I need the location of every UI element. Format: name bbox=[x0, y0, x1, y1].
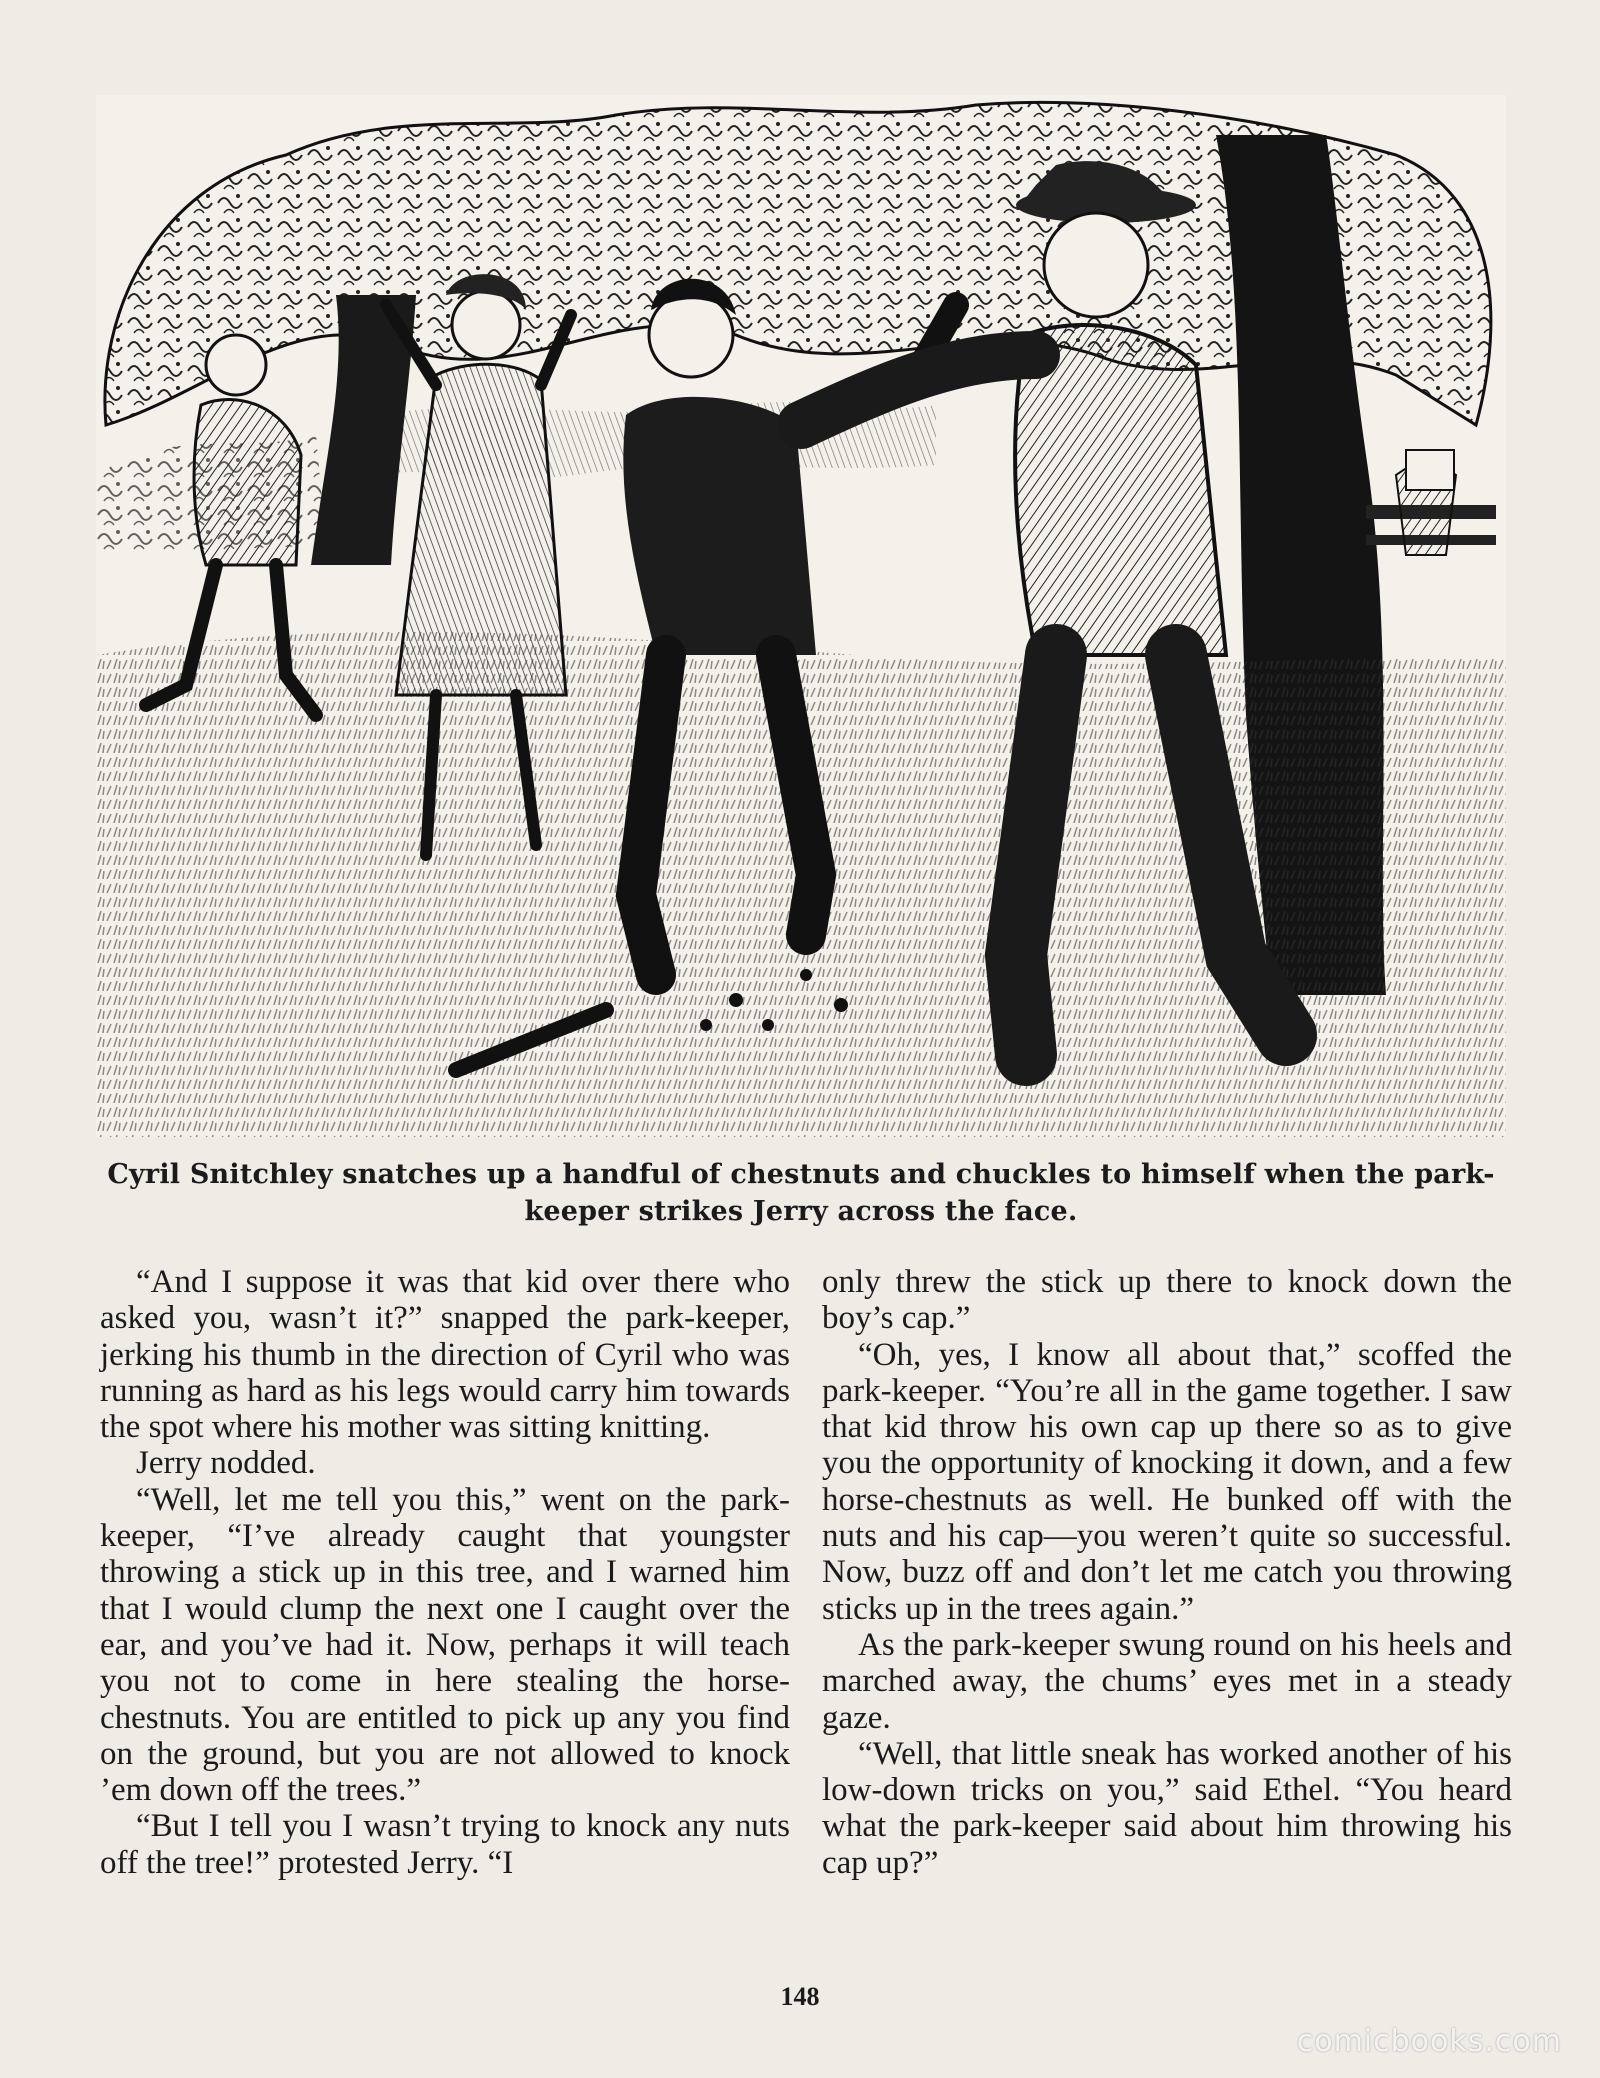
illustration bbox=[96, 95, 1506, 1137]
paragraph: “Well, that little sneak has worked another of his low-down tricks on you,” said Ethel. “You heard what the park-keeper said about him throwing his cap up?” bbox=[822, 1735, 1512, 1881]
paragraph: “Oh, yes, I know all about that,” scoffed the park-keeper. “You’re all in the game together. I saw that kid throw his own cap up there so as to give you the opportunity of knocking it down, and a few horse-chestnuts as well. He bunked off with the nuts and his cap—you weren’t quite so successful. Now, buzz off and don’t let me catch you throwing sticks up in the trees again.” bbox=[822, 1336, 1512, 1627]
paragraph: only threw the stick up there to knock down the boy’s cap.” bbox=[822, 1264, 1512, 1337]
paragraph: Jerry nodded. bbox=[136, 1445, 316, 1482]
paragraph: “But I tell you I wasn’t trying to knock any nuts off the tree!” protested Jerry. “I bbox=[100, 1808, 790, 1881]
illustration-caption: Cyril Snitchley snatches up a handful of chestnuts and chuckles to himself when the park-keeper strikes Jerry across the face. bbox=[107, 1159, 1495, 1227]
paragraph: “And I suppose it was that kid over there who asked you, wasn’t it?” snapped the park-keeper, jerking his thumb in the direction of Cyril who was running as hard as his legs would carry him towards the spot where his mother was sitting knitting. bbox=[100, 1264, 790, 1446]
paragraph: “Well, let me tell you this,” went on the park-keeper, “I’ve already caught that youngster throwing a stick up in this tree, and I warned him that I would clump the next one I caught over the ear, and you’ve had it. Now, perhaps it will teach you not to come in here stealing the horse-chestnuts. You are entitled to pick up any you find on the ground, but you are not allowed to knock ’em down off the trees.” bbox=[100, 1481, 790, 1809]
story-column-left bbox=[100, 1264, 790, 1881]
watermark: comicbooks.com bbox=[1296, 2024, 1562, 2059]
park-scene-drawing bbox=[96, 95, 1506, 1137]
paragraph: As the park-keeper swung round on his heels and marched away, the chums’ eyes met in a steady gaze. bbox=[822, 1626, 1512, 1736]
story-column-right bbox=[822, 1264, 1512, 1881]
page-number: 148 bbox=[780, 1982, 820, 2011]
